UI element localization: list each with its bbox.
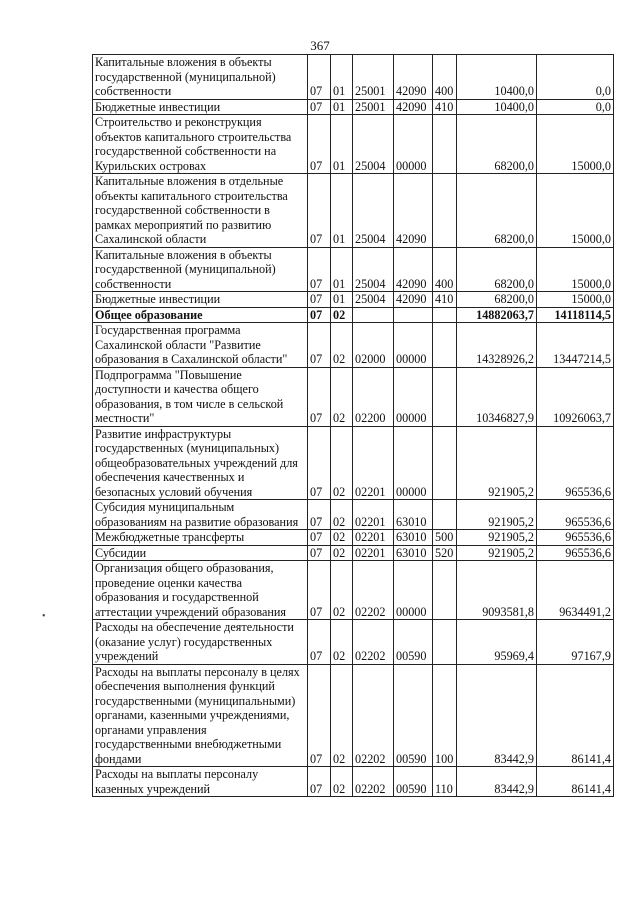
row-name: Капитальные вложения в объекты государственной (муниципальной) собственности — [93, 247, 308, 292]
program-code: 25004 — [353, 115, 394, 174]
row-name: Расходы на обеспечение деятельности (оказание услуг) государственных учреждений — [93, 620, 308, 665]
direction-code: 63010 — [394, 500, 433, 530]
direction-code: 00000 — [394, 426, 433, 500]
subsection-code: 01 — [331, 247, 353, 292]
amount-year-2: 15000,0 — [537, 292, 614, 308]
expense-type-code: 410 — [433, 99, 457, 115]
program-code: 02202 — [353, 620, 394, 665]
page-number: 367 — [310, 38, 330, 53]
row-name: Развитие инфраструктуры государственных (муниципальных) общеобразовательных учреждений для обеспечения качественных и безопасных условий обучения — [93, 426, 308, 500]
amount-year-1: 68200,0 — [457, 174, 537, 248]
expense-type-code — [433, 500, 457, 530]
table-row — [93, 323, 614, 368]
amount-year-1: 95969,4 — [457, 620, 537, 665]
direction-code: 42090 — [394, 99, 433, 115]
row-name: Субсидии — [93, 545, 308, 561]
direction-code: 42090 — [394, 292, 433, 308]
subsection-code: 01 — [331, 99, 353, 115]
program-code: 02200 — [353, 367, 394, 426]
amount-year-1: 68200,0 — [457, 115, 537, 174]
section-code: 07 — [308, 500, 331, 530]
amount-year-1: 83442,9 — [457, 767, 537, 797]
amount-year-2: 965536,6 — [537, 545, 614, 561]
table-row — [93, 367, 614, 426]
amount-year-2: 965536,6 — [537, 500, 614, 530]
amount-year-2: 14118114,5 — [537, 307, 614, 323]
table-row — [93, 561, 614, 620]
subsection-code: 02 — [331, 500, 353, 530]
expense-type-code — [433, 620, 457, 665]
budget-table — [92, 54, 614, 797]
row-name: Строительство и реконструкция объектов капитального строительства государственной собственности на Курильских островах — [93, 115, 308, 174]
amount-year-2: 15000,0 — [537, 247, 614, 292]
amount-year-1: 68200,0 — [457, 247, 537, 292]
row-name: Государственная программа Сахалинской области "Развитие образования в Сахалинской области" — [93, 323, 308, 368]
direction-code: 00590 — [394, 767, 433, 797]
subsection-code: 02 — [331, 545, 353, 561]
amount-year-1: 921905,2 — [457, 530, 537, 546]
row-name: Общее образование — [93, 307, 308, 323]
program-code: 25001 — [353, 99, 394, 115]
expense-type-code — [433, 367, 457, 426]
section-code: 07 — [308, 426, 331, 500]
section-code: 07 — [308, 561, 331, 620]
direction-code: 42090 — [394, 174, 433, 248]
amount-year-1: 921905,2 — [457, 545, 537, 561]
amount-year-1: 83442,9 — [457, 664, 537, 767]
amount-year-2: 965536,6 — [537, 426, 614, 500]
amount-year-1: 14882063,7 — [457, 307, 537, 323]
direction-code: 63010 — [394, 530, 433, 546]
amount-year-1: 921905,2 — [457, 426, 537, 500]
program-code: 25004 — [353, 247, 394, 292]
amount-year-2: 9634491,2 — [537, 561, 614, 620]
expense-type-code: 400 — [433, 247, 457, 292]
section-code: 07 — [308, 247, 331, 292]
table-row — [93, 99, 614, 115]
amount-year-2: 10926063,7 — [537, 367, 614, 426]
row-name: Расходы на выплаты персоналу казенных учреждений — [93, 767, 308, 797]
program-code: 02202 — [353, 561, 394, 620]
amount-year-2: 0,0 — [537, 99, 614, 115]
direction-code: 42090 — [394, 55, 433, 100]
amount-year-1: 921905,2 — [457, 500, 537, 530]
amount-year-1: 9093581,8 — [457, 561, 537, 620]
amount-year-1: 10400,0 — [457, 55, 537, 100]
expense-type-code — [433, 561, 457, 620]
table-row — [93, 545, 614, 561]
amount-year-1: 68200,0 — [457, 292, 537, 308]
direction-code — [394, 307, 433, 323]
expense-type-code — [433, 307, 457, 323]
direction-code: 00000 — [394, 367, 433, 426]
row-name: Капитальные вложения в объекты государственной (муниципальной) собственности — [93, 55, 308, 100]
budget-table-body — [93, 55, 614, 797]
program-code: 02201 — [353, 530, 394, 546]
section-code: 07 — [308, 292, 331, 308]
row-name: Организация общего образования, проведение оценки качества образования и государственной аттестации учреждений образования — [93, 561, 308, 620]
subsection-code: 02 — [331, 426, 353, 500]
direction-code: 42090 — [394, 247, 433, 292]
table-row — [93, 174, 614, 248]
subsection-code: 02 — [331, 561, 353, 620]
section-code: 07 — [308, 323, 331, 368]
expense-type-code — [433, 174, 457, 248]
amount-year-2: 86141,4 — [537, 767, 614, 797]
table-row — [93, 55, 614, 100]
direction-code: 00000 — [394, 561, 433, 620]
amount-year-2: 965536,6 — [537, 530, 614, 546]
table-row — [93, 620, 614, 665]
row-name: Бюджетные инвестиции — [93, 99, 308, 115]
table-row — [93, 500, 614, 530]
section-code: 07 — [308, 767, 331, 797]
amount-year-2: 15000,0 — [537, 174, 614, 248]
expense-type-code: 500 — [433, 530, 457, 546]
section-code: 07 — [308, 55, 331, 100]
table-row — [93, 292, 614, 308]
expense-type-code: 400 — [433, 55, 457, 100]
subsection-code: 01 — [331, 55, 353, 100]
stray-mark: • — [42, 611, 46, 622]
program-code: 02201 — [353, 545, 394, 561]
amount-year-2: 0,0 — [537, 55, 614, 100]
section-code: 07 — [308, 307, 331, 323]
amount-year-1: 10346827,9 — [457, 367, 537, 426]
section-code: 07 — [308, 664, 331, 767]
expense-type-code: 410 — [433, 292, 457, 308]
section-code: 07 — [308, 115, 331, 174]
expense-type-code — [433, 115, 457, 174]
program-code: 02202 — [353, 664, 394, 767]
section-code: 07 — [308, 620, 331, 665]
subsection-code: 02 — [331, 620, 353, 665]
program-code: 02201 — [353, 500, 394, 530]
amount-year-2: 13447214,5 — [537, 323, 614, 368]
table-row — [93, 530, 614, 546]
program-code: 02000 — [353, 323, 394, 368]
expense-type-code: 100 — [433, 664, 457, 767]
table-row — [93, 426, 614, 500]
row-name: Межбюджетные трансферты — [93, 530, 308, 546]
section-code: 07 — [308, 99, 331, 115]
direction-code: 00000 — [394, 115, 433, 174]
program-code: 02202 — [353, 767, 394, 797]
section-code: 07 — [308, 545, 331, 561]
program-code — [353, 307, 394, 323]
row-name: Подпрограмма "Повышение доступности и качества общего образования, в том числе в сельской местности" — [93, 367, 308, 426]
direction-code: 00590 — [394, 620, 433, 665]
amount-year-1: 14328926,2 — [457, 323, 537, 368]
amount-year-2: 97167,9 — [537, 620, 614, 665]
subsection-code: 02 — [331, 307, 353, 323]
direction-code: 00590 — [394, 664, 433, 767]
row-name: Капитальные вложения в отдельные объекты капитального строительства государственной собственности в рамках мероприятий по развитию Сахалинской области — [93, 174, 308, 248]
row-name: Расходы на выплаты персоналу в целях обеспечения выполнения функций государственными (муниципальными) органами, казенными учреждениями, органами управления государственными внебюджетными фондами — [93, 664, 308, 767]
table-row — [93, 247, 614, 292]
row-name: Субсидия муниципальным образованиям на развитие образования — [93, 500, 308, 530]
direction-code: 00000 — [394, 323, 433, 368]
subsection-code: 02 — [331, 530, 353, 546]
expense-type-code: 110 — [433, 767, 457, 797]
table-row — [93, 767, 614, 797]
amount-year-2: 86141,4 — [537, 664, 614, 767]
program-code: 25004 — [353, 174, 394, 248]
subsection-code: 02 — [331, 767, 353, 797]
section-code: 07 — [308, 530, 331, 546]
amount-year-1: 10400,0 — [457, 99, 537, 115]
row-name: Бюджетные инвестиции — [93, 292, 308, 308]
program-code: 25004 — [353, 292, 394, 308]
table-row — [93, 307, 614, 323]
expense-type-code — [433, 426, 457, 500]
table-row — [93, 664, 614, 767]
subsection-code: 02 — [331, 367, 353, 426]
subsection-code: 01 — [331, 115, 353, 174]
expense-type-code — [433, 323, 457, 368]
subsection-code: 01 — [331, 174, 353, 248]
expense-type-code: 520 — [433, 545, 457, 561]
subsection-code: 02 — [331, 323, 353, 368]
program-code: 25001 — [353, 55, 394, 100]
section-code: 07 — [308, 367, 331, 426]
subsection-code: 02 — [331, 664, 353, 767]
direction-code: 63010 — [394, 545, 433, 561]
amount-year-2: 15000,0 — [537, 115, 614, 174]
table-row — [93, 115, 614, 174]
program-code: 02201 — [353, 426, 394, 500]
section-code: 07 — [308, 174, 331, 248]
subsection-code: 01 — [331, 292, 353, 308]
